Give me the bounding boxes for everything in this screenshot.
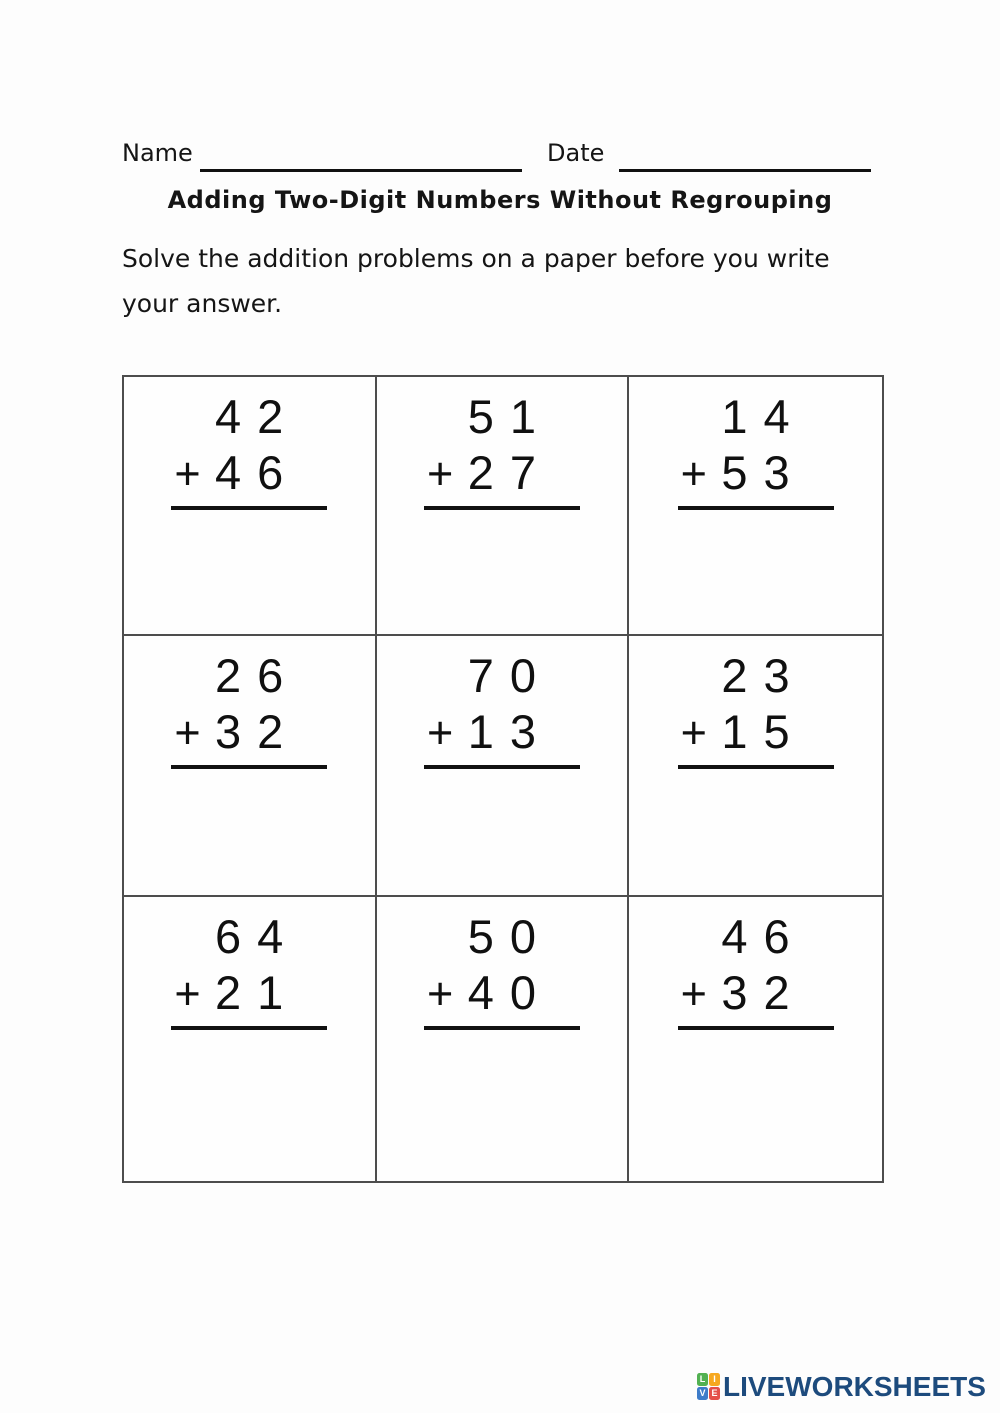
answer-space[interactable] xyxy=(678,1030,834,1181)
addend-bottom: 32 xyxy=(215,705,300,758)
liveworksheets-logo-text: LIVEWORKSHEETS xyxy=(723,1371,986,1402)
plus-sign: + xyxy=(426,707,454,758)
problem-cell-3 xyxy=(629,377,882,636)
problems-grid xyxy=(122,375,884,1183)
addend-bottom: 53 xyxy=(721,446,806,499)
liveworksheets-logo[interactable] xyxy=(697,1372,986,1401)
addition-problem xyxy=(171,909,327,1030)
instructions xyxy=(122,236,882,326)
addend-bottom: 21 xyxy=(215,966,300,1019)
addend-bottom: 46 xyxy=(215,446,300,499)
addend-bottom: 15 xyxy=(721,705,806,758)
problem-cell-2 xyxy=(377,377,630,636)
addend-bottom: 27 xyxy=(467,446,552,499)
plus-sign: + xyxy=(174,448,201,499)
logo-square-e: E xyxy=(709,1387,720,1400)
date-write-line[interactable] xyxy=(619,169,871,172)
addition-problem xyxy=(678,648,834,769)
problem-cell-6 xyxy=(629,636,882,897)
addend-top: 70 xyxy=(467,649,552,702)
problem-cell-9 xyxy=(629,897,882,1181)
answer-space[interactable] xyxy=(171,1030,327,1181)
plus-sign: + xyxy=(680,707,707,758)
plus-sign: + xyxy=(426,448,454,499)
logo-square-l: L xyxy=(697,1373,708,1386)
answer-space[interactable] xyxy=(424,1030,580,1181)
answer-space[interactable] xyxy=(424,510,580,634)
addend-top: 50 xyxy=(467,910,552,963)
name-write-line[interactable] xyxy=(200,169,522,172)
answer-space[interactable] xyxy=(678,769,834,895)
problem-cell-4 xyxy=(124,636,377,897)
date-label: Date xyxy=(547,139,605,167)
addend-top: 14 xyxy=(721,390,806,443)
instructions-line-2: your answer. xyxy=(122,289,283,318)
plus-sign: + xyxy=(174,707,201,758)
answer-space[interactable] xyxy=(678,510,834,634)
addition-problem xyxy=(424,648,580,769)
addend-bottom: 40 xyxy=(467,966,552,1019)
addend-bottom: 32 xyxy=(721,966,806,1019)
addend-top: 51 xyxy=(467,390,552,443)
addend-top: 64 xyxy=(215,910,300,963)
logo-square-i: I xyxy=(709,1373,720,1386)
addition-problem xyxy=(678,389,834,510)
answer-space[interactable] xyxy=(171,769,327,895)
addend-top: 23 xyxy=(721,649,806,702)
plus-sign: + xyxy=(174,968,201,1019)
logo-square-v: V xyxy=(697,1387,708,1400)
problem-cell-7 xyxy=(124,897,377,1181)
addition-problem xyxy=(171,389,327,510)
problem-cell-1 xyxy=(124,377,377,636)
addition-problem xyxy=(678,909,834,1030)
instructions-line-1: Solve the addition problems on a paper before you write xyxy=(122,244,830,273)
addend-top: 26 xyxy=(215,649,300,702)
worksheet-title: Adding Two-Digit Numbers Without Regrouping xyxy=(167,186,833,214)
addend-top: 42 xyxy=(215,390,300,443)
plus-sign: + xyxy=(680,968,707,1019)
addition-problem xyxy=(424,909,580,1030)
addition-problem xyxy=(424,389,580,510)
addend-top: 46 xyxy=(721,910,806,963)
answer-space[interactable] xyxy=(424,769,580,895)
name-label: Name xyxy=(122,139,193,167)
plus-sign: + xyxy=(426,968,454,1019)
problem-cell-8 xyxy=(377,897,630,1181)
problem-cell-5 xyxy=(377,636,630,897)
answer-space[interactable] xyxy=(171,510,327,634)
liveworksheets-logo-icon xyxy=(697,1373,720,1400)
addition-problem xyxy=(171,648,327,769)
addend-bottom: 13 xyxy=(467,705,552,758)
plus-sign: + xyxy=(680,448,707,499)
